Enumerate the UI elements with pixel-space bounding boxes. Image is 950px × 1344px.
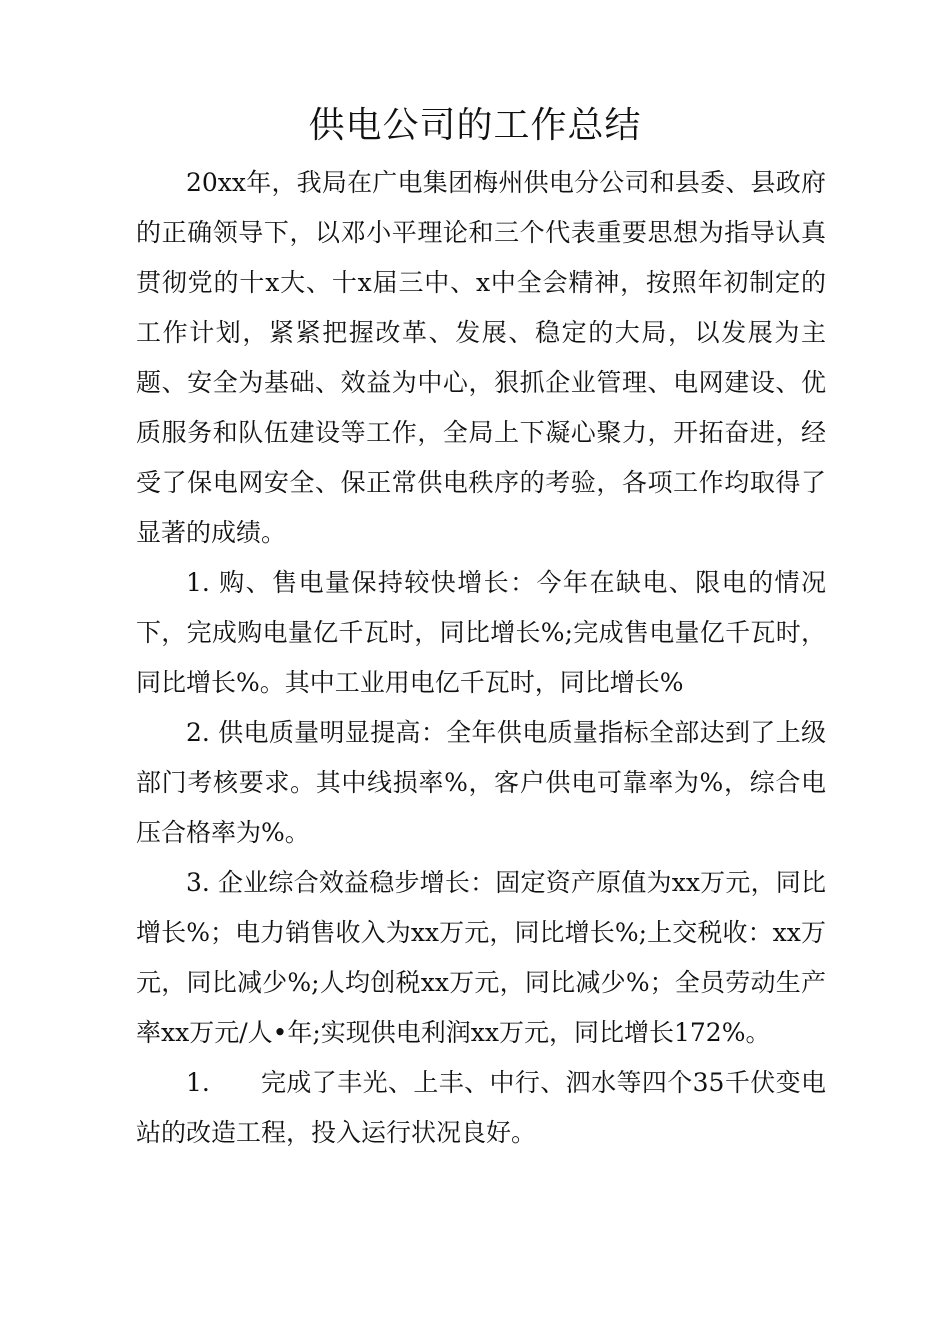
document-title: 供电公司的工作总结 [308, 105, 642, 146]
document-body [136, 158, 826, 1158]
paragraph-item-3-economic-benefits: 3. 企业综合效益稳步增长：固定资产原值为xx万元，同比增长%；电力销售收入为xx万元，同比增长%;上交税收：xx万元，同比减少%;人均创税xx万元，同比减少%；全员劳动生产率xx万元/人•年;实现供电利润xx万元，同比增长172%。 [136, 868, 826, 1047]
paragraph-item-2-supply-quality: 2. 供电质量明显提高：全年供电质量指标全部达到了上级部门考核要求。其中线损率%，客户供电可靠率为%，综合电压合格率为%。 [136, 718, 826, 847]
paragraph-item-1-electricity-sales: 1. 购、售电量保持较快增长：今年在缺电、限电的情况下，完成购电量亿千瓦时，同比增长%;完成售电量亿千瓦时，同比增长%。其中工业用电亿千瓦时，同比增长% [136, 568, 826, 697]
paragraph-intro: 20xx年，我局在广电集团梅州供电分公司和县委、县政府的正确领导下，以邓小平理论和三个代表重要思想为指导认真贯彻党的十x大、十x届三中、x中全会精神，按照年初制定的工作计划，紧紧把握改革、发展、稳定的大局，以发展为主题、安全为基础、效益为中心，狠抓企业管理、电网建设、优质服务和队伍建设等工作，全局上下凝心聚力，开拓奋进，经受了保电网安全、保正常供电秩序的考验，各项工作均取得了显著的成绩。 [136, 168, 826, 547]
paragraph-item-substation-upgrade: 1. 完成了丰光、上丰、中行、泗水等四个35千伏变电站的改造工程，投入运行状况良好。 [136, 1068, 826, 1147]
